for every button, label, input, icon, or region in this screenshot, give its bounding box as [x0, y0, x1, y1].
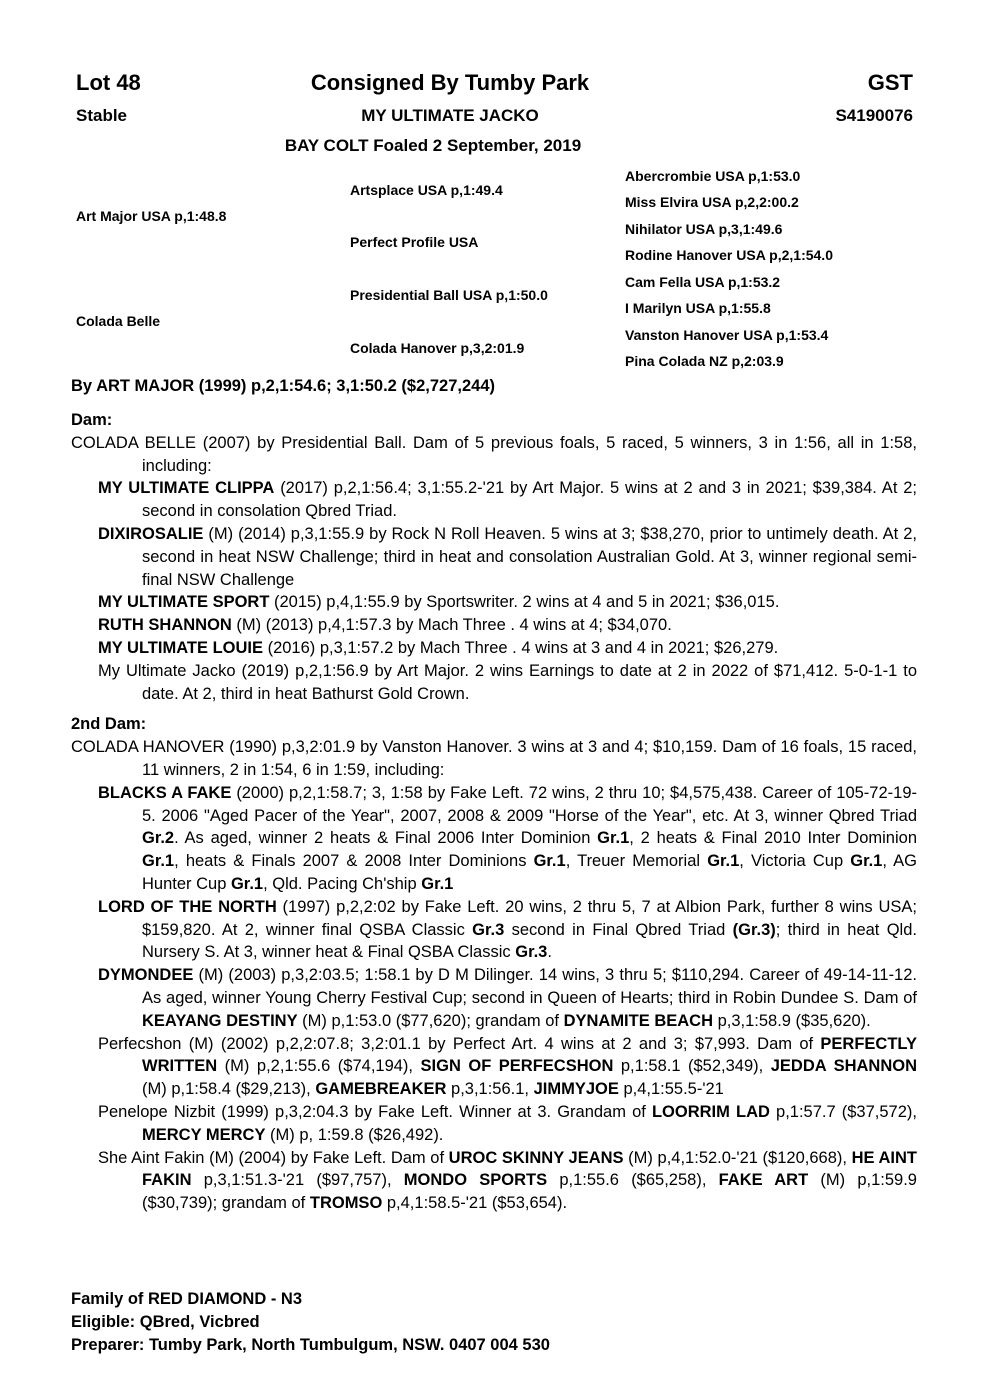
dam-text: COLADA BELLE (2007) by Presidential Ball. Dam of 5 previous foals, 5 raced, 5 winners, 3 in 1:56, all in 1:58, including:: [71, 433, 917, 475]
lot-number: Lot 48: [76, 70, 141, 95]
pedigree-dam: Colada Belle: [76, 313, 161, 329]
dam-heading: Dam:: [71, 411, 113, 429]
foal-details: (2015) p,4,1:55.9 by Sportswriter. 2 wins at 4 and 5 in 2021; $36,015.: [269, 593, 780, 612]
foal-details: , Qld. Pacing Ch'ship: [263, 874, 422, 893]
foal-details: p,3,1:51.3-'21 ($97,757),: [191, 1171, 404, 1190]
foal-name: MY ULTIMATE SPORT: [98, 593, 270, 612]
progeny-name: MONDO SPORTS: [403, 1171, 548, 1190]
pedigree-dam-dam: Colada Hanover p,3,2:01.9: [350, 340, 525, 356]
pedigree-dam-sire: Presidential Ball USA p,1:50.0: [350, 287, 548, 303]
foal-details: (M) p,2,1:55.6 ($74,194),: [217, 1057, 421, 1076]
foal-details: (2017) p,2,1:56.4; 3,1:55.2-'21 by Art Major. 5 wins at 2 and 3 in 2021; $39,384. At 2; second in consolation Qbred Triad.: [142, 479, 917, 521]
progeny-name: SIGN OF PERFECSHON: [420, 1057, 614, 1076]
foal-entry: My Ultimate Jacko (2019) p,2,1:56.9 by Art Major. 2 wins Earnings to date at 2 in 2022 of $71,412. 5-0-1-1 to date. At 2, third in heat Bathurst Gold Crown.: [98, 661, 917, 703]
grade-label: Gr.3: [515, 943, 548, 962]
foal-details: , Treuer Memorial: [565, 852, 708, 871]
pedigree-sire-sire: Artsplace USA p,1:49.4: [350, 182, 503, 198]
foal-name: DYMONDEE: [98, 966, 194, 985]
foal-entry: [71, 591, 917, 614]
progeny-name: TROMSO: [309, 1194, 383, 1213]
pedigree-gen3-5: Cam Fella USA p,1:53.2: [625, 274, 781, 290]
pedigree-gen3-7: Vanston Hanover USA p,1:53.4: [625, 327, 829, 343]
foal-details: p,1:55.6 ($65,258),: [547, 1171, 719, 1190]
pedigree-gen3-2: Miss Elvira USA p,2,2:00.2: [625, 194, 799, 210]
dam-section: [71, 409, 917, 1215]
second-dam-heading: 2nd Dam:: [71, 715, 147, 734]
grade-label: Gr.1: [850, 852, 883, 871]
progeny-name: LOORRIM LAD: [651, 1102, 770, 1121]
grade-label: Gr.1: [707, 852, 740, 871]
grade-label: Gr.1: [230, 874, 264, 893]
foal-details: (M) (2003) p,3,2:03.5; 1:58.1 by D M Dilinger. 14 wins, 3 thru 5; $110,294. Career of 49-14-11-12. As aged, winner Young Cherry Festival Cup; second in Queen of Hearts; third in Robin Dundee S. Dam of: [142, 966, 917, 1007]
stable-label: Stable: [76, 106, 128, 125]
foal-name: DIXIROSALIE: [98, 524, 204, 543]
foal-entry: [71, 1101, 917, 1147]
foal-details: (M) (2013) p,4,1:57.3 by Mach Three . 4 wins at 4; $34,070.: [231, 616, 672, 635]
foal-details: . As aged, winner 2 heats & Final 2006 Inter Dominion: [174, 829, 598, 848]
foal-details: (M) p,1:59.9 ($30,739); grandam of: [142, 1171, 917, 1213]
foal-details: , 2 heats & Final 2010 Inter Dominion: [629, 829, 918, 848]
grade-label: Gr.1: [421, 874, 454, 893]
foal-entry: [71, 1033, 917, 1101]
pedigree-sire: Art Major USA p,1:48.8: [76, 208, 227, 224]
progeny-name: JIMMYJOE: [533, 1080, 619, 1099]
foal-details: second in Final Qbred Triad: [504, 920, 733, 939]
foal-details: (M) p,1:53.0 ($77,620); grandam of: [297, 1011, 564, 1030]
foal-details: , AG Hunter Cup: [142, 852, 917, 893]
foal-name: MY ULTIMATE LOUIE: [98, 638, 263, 657]
grade-label: Gr.2: [142, 829, 175, 848]
foal-entry: [71, 1147, 917, 1215]
pedigree-gen3-6: I Marilyn USA p,1:55.8: [625, 300, 771, 316]
foal-details: She Aint Fakin (M) (2004) by Fake Left. Dam of: [98, 1148, 449, 1167]
foal-details: p,1:58.1 ($52,349),: [613, 1057, 771, 1076]
progeny-name: DYNAMITE BEACH: [563, 1011, 713, 1030]
foal-details: (1997) p,2,2:02 by Fake Left. 20 wins, 2 thru 5, 7 at Albion Park, further 8 wins USA; $159,820. At 2, winner final QSBA Classic: [142, 897, 917, 939]
grade-label: Gr.1: [142, 852, 175, 871]
horse-id: S4190076: [835, 106, 913, 125]
progeny-name: FAKE ART: [718, 1171, 809, 1190]
sire-by-line: By ART MAJOR (1999) p,2,1:54.6; 3,1:50.2 ($2,727,244): [71, 377, 495, 395]
eligible-line: Eligible: QBred, Vicbred: [71, 1312, 260, 1331]
grade-label: Gr.1: [597, 829, 630, 848]
foal-details: Penelope Nizbit (1999) p,3,2:04.3 by Fake Left. Winner at 3. Grandam of: [98, 1102, 652, 1121]
foal-details: .: [547, 943, 552, 962]
foal-entry: [71, 477, 917, 523]
second-dam-text: COLADA HANOVER (1990) p,3,2:01.9 by Vanston Hanover. 3 wins at 3 and 4; $10,159. Dam of 16 foals, 15 raced, 11 winners, 2 in 1:54, 6 in 1:59, including:: [71, 738, 917, 779]
foal-entry: [71, 523, 917, 591]
pedigree-sire-dam: Perfect Profile USA: [350, 234, 479, 250]
foal-entry: [71, 614, 917, 637]
foal-details: (M) p, 1:59.8 ($26,492).: [265, 1125, 444, 1144]
foal-entry: [71, 782, 917, 896]
foal-entry: [71, 637, 917, 660]
pedigree-gen3-1: Abercrombie USA p,1:53.0: [625, 168, 801, 184]
foal-details: (M) (2014) p,3,1:55.9 by Rock N Roll Heaven. 5 wins at 3; $38,270, prior to untimely death. At 2, second in heat NSW Challenge; third in heat and consolation Australian Gold. At 3, winner regional semi-final NSW Challenge: [142, 524, 917, 589]
pedigree-gen3-4: Rodine Hanover USA p,2,1:54.0: [625, 247, 833, 263]
progeny-name: KEAYANG DESTINY: [142, 1011, 298, 1030]
grade-label: Gr.1: [533, 852, 566, 871]
family-line: Family of RED DIAMOND - N3: [71, 1290, 303, 1308]
foal-details: , Victoria Cup: [739, 852, 851, 871]
foal-entry: [71, 964, 917, 1032]
preparer-line: Preparer: Tumby Park, North Tumbulgum, NSW. 0407 004 530: [71, 1335, 550, 1354]
pedigree-gen3-3: Nihilator USA p,3,1:49.6: [625, 221, 783, 237]
foal-details: p,4,1:55.5-'21: [618, 1080, 724, 1099]
grade-label: Gr.3: [472, 920, 505, 939]
pedigree-gen3-8: Pina Colada NZ p,2:03.9: [625, 353, 784, 369]
progeny-name: PERFECTLY WRITTEN: [142, 1034, 917, 1076]
consignor: Consigned By Tumby Park: [310, 70, 590, 95]
progeny-name: MERCY MERCY: [142, 1125, 266, 1144]
foal-details: (2016) p,3,1:57.2 by Mach Three . 4 wins at 3 and 4 in 2021; $26,279.: [263, 638, 779, 657]
foal-details: (M) p,1:58.4 ($29,213),: [142, 1080, 316, 1099]
foal-details: ; third in heat Qld. Nursery S. At 3, winner heat & Final QSBA Classic: [142, 920, 917, 962]
foal-name: RUTH SHANNON: [98, 616, 232, 635]
progeny-name: HE AINT FAKIN: [142, 1148, 918, 1190]
grade-label: (Gr.3): [732, 920, 776, 939]
progeny-name: JEDDA SHANNON: [770, 1057, 917, 1076]
progeny-name: UROC SKINNY JEANS: [448, 1148, 624, 1167]
horse-name: MY ULTIMATE JACKO: [361, 106, 539, 125]
horse-description: BAY COLT Foaled 2 September, 2019: [284, 136, 582, 155]
foal-entry: [71, 896, 917, 964]
foal-name: LORD OF THE NORTH: [98, 897, 277, 916]
foal-details: p,3,1:58.9 ($35,620).: [712, 1011, 871, 1030]
foal-details: , heats & Finals 2007 & 2008 Inter Dominions: [174, 852, 534, 871]
foal-details: Perfecshon (M) (2002) p,2,2:07.8; 3,2:01.1 by Perfect Art. 4 wins at 2 and 3; $7,993. Dam of: [98, 1034, 821, 1053]
foal-details: (2000) p,2,1:58.7; 3, 1:58 by Fake Left. 72 wins, 2 thru 10; $4,575,438. Career of 105-72-19-5. 2006 "Aged Pacer of the Year", 2007, 2008 & 2009 "Horse of the Year", etc. At 3, winner Qbred Triad: [142, 783, 917, 825]
gait-code: GST: [867, 70, 913, 95]
foal-name: BLACKS A FAKE: [98, 783, 232, 802]
footer: [71, 1288, 550, 1356]
progeny-name: GAMEBREAKER: [315, 1080, 447, 1099]
foal-details: p,4,1:58.5-'21 ($53,654).: [382, 1194, 568, 1213]
foal-details: p,3,1:56.1,: [446, 1080, 534, 1099]
foal-name: MY ULTIMATE CLIPPA: [98, 479, 275, 498]
foal-details: p,1:57.7 ($37,572),: [769, 1102, 917, 1121]
foal-details: (M) p,4,1:52.0-'21 ($120,668),: [623, 1148, 852, 1167]
